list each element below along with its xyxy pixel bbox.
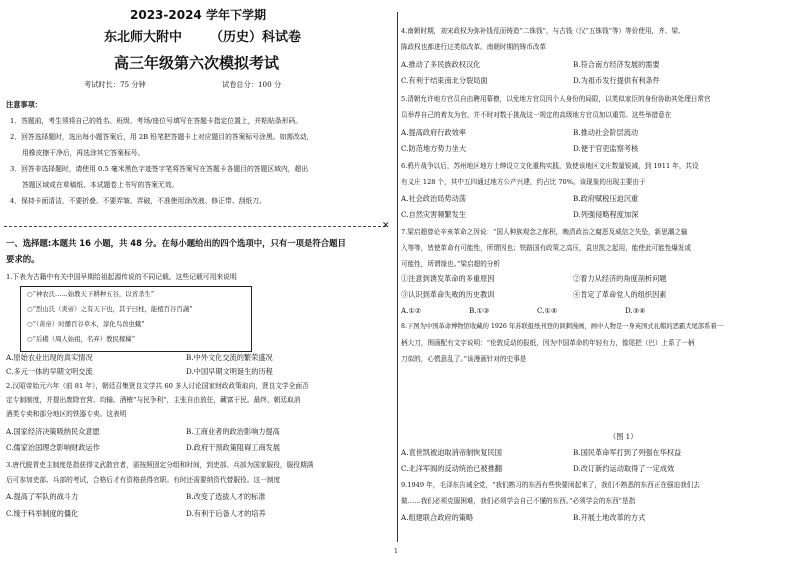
q1-option-c: C.多元一体的早期文明交流 [6,367,93,376]
q6-option-c: C.自然灾害频繁发生 [401,210,467,219]
note-line: 1．答题前，考生须将自己的姓名、班级、考场/座位号填写在答题卡指定位置上，并粘贴条形码。 [10,117,303,125]
q9-option-a: A.组建联合政府的策略 [401,513,474,522]
q3-stem: 3.唐代脱胥吏主制度是指获得文武散官者，需按照固定分组和时间，到吏部、兵部为国家服役，服役期满 [6,461,314,469]
q4-option-c: C.有利于结束南北分裂局面 [401,76,488,85]
q1-quote: ○“后稷（周人始祖，名弃）教民稼穑” [27,335,135,343]
q4-stem: 4.南朝时期，刘宋政权为弥补钱荒而铸造“二铢钱”，与古钱（汉“五铢钱”等）等价使用，齐、梁、 [401,27,685,35]
q9-stem: 做……我们必须克服困难，我们必须学会自己不懂的东西。”必须学会的东西”是指 [401,497,636,505]
page-number: 1 [394,548,398,555]
scissor-mark: ✕ [382,221,390,231]
exam-total-score: 试卷总分：100 分 [222,80,282,89]
q1-stem: 1.下表为古籍中有关中国早期给祖起源传说的不同记载。这些记载可用来说明 [6,273,237,281]
exam-title: 高三年级第六次模拟考试 [114,54,280,72]
exam-year: 2023-2024 学年下学期 [130,8,266,22]
school-name: 东北师大附中 [104,30,183,45]
q8-stem: 刀似的，心慌意乱了。”该漫画针对的史事是 [401,355,527,363]
q3-option-d: D.有利于后备人才的培养 [186,509,266,518]
q1-option-a: A.原始农业出现的真实情况 [6,353,93,362]
q2-stem: 定专制制度，并提出废除官营、均输、酒榷“与民争利”，主张自由放任，藏富于民。最终，朝廷取消 [6,396,301,404]
q7-option-c: C.①④ [537,306,558,315]
section-instruction: 一、选择题:本题共 16 小题，共 48 分。在每小题给出的四个选项中，只有一项是符合题目 [6,238,346,248]
q7-statement: ②着力从经济的角度剖析问题 [573,274,667,283]
q3-option-c: C.缘于科举制度的僵化 [6,509,79,518]
q8-stem: 8.下图为中国革命博物馆收藏的 1926 年苏联报纸刊登的讽刺漫画，画中人物是一身英国式礼帽的恶霸犬尾部系着一 [401,323,723,330]
note-line: 3．回答非选择题时，请使用 0.5 毫米黑色字迹签字笔将答案写在答题卡各题目的答题区域内，超出 [10,165,309,173]
q5-option-d: D.便于官吏监察考核 [573,144,639,153]
q3-stem: 后可参加吏部、兵部的考试，合格后才有资格获得官职。有时还需要纳资代替服役。这一制度 [6,476,281,484]
q1-option-d: D.中国早期文明诞生的历程 [186,367,273,376]
q7-option-b: B.①③ [469,306,490,315]
q7-option-d: D.③④ [625,306,646,315]
q7-statement: ①注意到诱发革命的多重原因 [401,274,495,283]
q4-option-a: A.推动了多民族政权汉化 [401,60,481,69]
q1-quote: ○“烈山氏（炎帝）之有天下也，其子曰柱，能植百谷百蔬” [27,305,193,313]
q8-stem: 柄大刀，围画配有文字说明：“伦敦反动的报纸，因为中国革命的年轻有力，像尾把（巴）上系了一柄 [401,339,695,347]
q4-stem: 陈政权也都进行过类似改革。南朝时期的铸币改革 [401,43,547,51]
note-line: 2．回答选择题时，选出每小题答案后，用 2B 铅笔把答题卡上对应题目的答案标号涂黑。如需改动， [10,133,314,141]
q1-quote: ○“（黄帝）时播百谷草木，淳化鸟兽虫蛾” [27,320,145,328]
q8-option-d: D.改订新约运动取得了一定成效 [573,464,675,473]
q8-option-b: B.国民革命军打到了列强在华权益 [573,448,682,457]
q7-statement: ④肯定了革命党人的组织因素 [573,290,667,299]
q1-quote-table [20,286,252,352]
q6-stem: 6.鸦片战争以后，苏州地区地方士绅设立文化重构实践，致使该地区文庄数量锐减，到 1911 年，共设 [401,162,699,170]
q2-option-d: D.政府干预政策阻碍工商发展 [186,443,281,452]
q9-option-b: B.开展土地改革的方式 [573,513,646,522]
note-line: 答题区域或在草稿纸、本试题卷上书写的答案无效。 [22,181,179,189]
q5-option-c: C.防范地方势力坐大 [401,144,467,153]
q9-stem: 9.1949 年，毛泽东告诫全党，“我们熟习的东西有些快要闲起来了，我们不熟悉的东西正在强迫我们去 [401,481,700,489]
q1-quote: ○“神农氏……始教天下耕种五谷，以省杀生” [27,290,155,298]
exam-duration: 考试时长：75 分钟 [84,80,146,89]
subject-title: （历史）科试卷 [210,30,302,45]
q6-option-a: A.社会政治局势动荡 [401,194,466,203]
q8-option-a: A.袁世凯被迫取消帝制恢复民国 [401,448,502,457]
figure-caption: （图 1） [609,432,638,441]
q1-option-b: B.中外文化交流的繁荣盛况 [186,353,273,362]
right-column [397,0,794,561]
note-line: 4．保持卡面清洁，不要折叠、不要弄皱、弄破，不准使用涂改液、修正带、刮纸刀。 [10,197,266,205]
q2-option-a: A.国家经济决策吸纳民众意愿 [6,427,100,436]
q5-stem: 员举荐自己的着友为官，并不时对数于挑战这一规定的高级地方官员加以重罚。这些举措意在 [401,111,672,119]
q7-option-a: A.①② [401,306,422,315]
q5-option-b: B.推动社会阶层流动 [573,128,639,137]
q7-stem: 可能性，所谓缘也。”梁启超的分析 [401,260,500,268]
q7-stem: 7.梁启超曾论辛亥革命之因说：“国人种族观念之郁积，晚清政治之腐恶及威信之失坠，新思潮之输 [401,228,688,236]
notes-title: 注意事项： [6,100,42,109]
q3-option-b: B.改变了选拔人才的标准 [186,492,266,501]
q6-option-b: B.政府赋税压迫沉重 [573,194,639,203]
q7-stem: 入等等，皆使革命有可能性，所谓因也；铁路国有政策之高压，袁世凯之起用，能使此可能性爆发或 [401,244,692,252]
q2-stem: 酒类专卖和部分地区的铁器专卖。这表明 [6,410,127,418]
q5-option-a: A.提高政府行政效率 [401,128,466,137]
section-instruction: 要求的。 [6,254,40,264]
q8-option-c: C.北洋军阀的反动统治已被推翻 [401,464,502,473]
q6-stem: 有义庄 128 个，其中五四通过地方公产兴建，约占比 70%。该现象的出现主要由于 [401,178,646,186]
q7-statement: ③认识到革命失败的历史教训 [401,290,495,299]
section-separator [4,226,386,227]
note-line: 用橡皮擦干净后，再选涂其它答案标号。 [22,149,145,157]
q2-option-c: C.儒家治国理念影响财政运作 [6,443,100,452]
q3-option-a: A.提高了军队的战斗力 [6,492,79,501]
q4-option-b: B.符合南方经济发展的需要 [573,60,660,69]
q5-stem: 5.清朝允许地方官员自由聘用幕僚，以免地方官员因个人身份的局限，以类似家臣的身份协助其处理日常官 [401,95,711,103]
q6-option-d: D.列强侵略程度加深 [573,210,639,219]
q2-stem: 2.汉昭帝始元六年（前 81 年），朝廷召集贤良文学共 60 多人讨论国家财政政策取向，贤良文学全面否 [6,382,309,390]
q4-option-d: D.为祖币发行提供有利条件 [573,76,660,85]
q2-option-b: B.工商业者的政治影响力提高 [186,427,280,436]
